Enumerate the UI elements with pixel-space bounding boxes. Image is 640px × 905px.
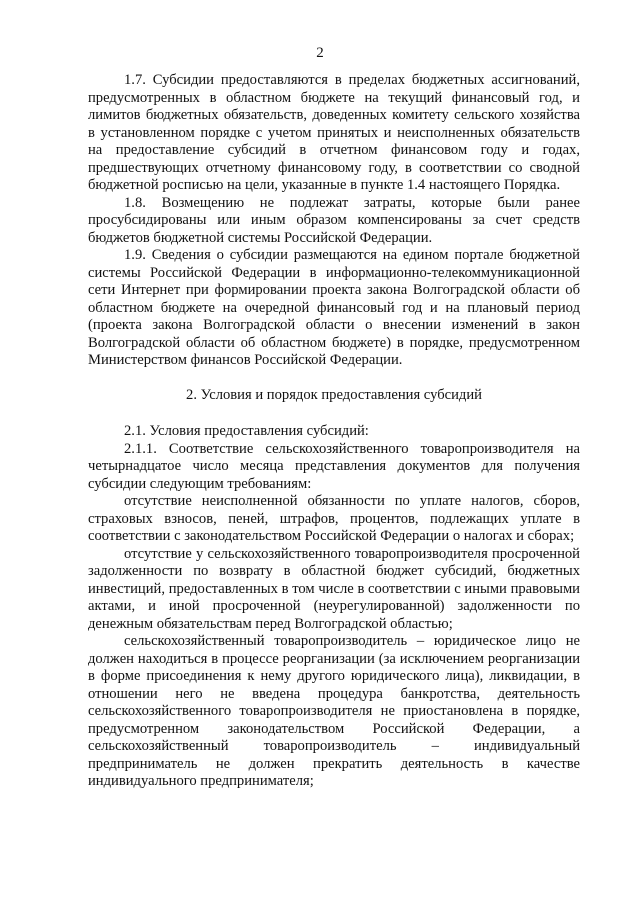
paragraph-2-1-1: 2.1.1. Соответствие сельскохозяйственного товаропроизводителя на четырнадцатое число месяца представления документов для получения субсидии следующим требованиям: [88,440,580,492]
page-number: 2 [316,45,324,61]
requirement-no-overdue-debt: отсутствие у сельскохозяйственного товаропроизводителя просроченной задолженности по возврату в областной бюджет субсидий, бюджетных инвестиций, предоставленных в том числе в соответствии с иными правовыми актами, и иной просроченной (неурегулированной) задолженности по денежным обязательствам перед Волгоградской областью; [88,545,580,632]
requirement-no-tax-debt: отсутствие неисполненной обязанности по уплате налогов, сборов, страховых взносов, пеней, штрафов, процентов, подлежащих уплате в соответствии с законодательством Российской Федерации о налогах и сборах; [88,493,580,544]
paragraph-1-7: 1.7. Субсидии предоставляются в пределах бюджетных ассигнований, предусмотренных в областном бюджете на текущий финансовый год, и лимитов бюджетных обязательств, доведенных комитету сельского хозяйства в установленном порядке с учетом принятых и неисполненных обязательств на предоставление субсидий в отчетном финансовом году и годах, предшествующих отчетному финансовому году, в соответствии со сводной бюджетной росписью на цели, указанные в пункте 1.4 настоящего Порядка. [88,72,580,193]
document-body [88,72,580,791]
paragraph-2-1: 2.1. Условия предоставления субсидий: [124,423,369,439]
paragraph-1-9: 1.9. Сведения о субсидии размещаются на едином портале бюджетной системы Российской Федерации в информационно-телекоммуникационной сети Интернет при формировании проекта закона Волгоградской области об областном бюджете на очередной финансовый год и на плановый период (проекта закона Волгоградской области о внесении изменений в закон Волгоградской области об областном бюджете) в порядке, предусмотренном Министерством финансов Российской Федерации. [88,247,580,368]
section-heading: 2. Условия и порядок предоставления субсидий [186,386,482,403]
requirement-no-reorganization: сельскохозяйственный товаропроизводитель – юридическое лицо не должен находиться в процессе реорганизации (за исключением реорганизации в форме присоединения к нему другого юридического лица), ликвидации, в отношении него не введена процедура банкротства, деятельность сельскохозяйственного товаропроизводителя не приостановлена в порядке, предусмотренном законодательством Российской Федерации, а сельскохозяйственный товаропроизводитель – индивидуальный предприниматель не должен прекратить деятельность в качестве индивидуального предпринимателя; [88,633,580,789]
paragraph-1-8: 1.8. Возмещению не подлежат затраты, которые были ранее просубсидированы или иным образом компенсированы за счет средств бюджетов бюджетной системы Российской Федерации. [88,194,580,246]
